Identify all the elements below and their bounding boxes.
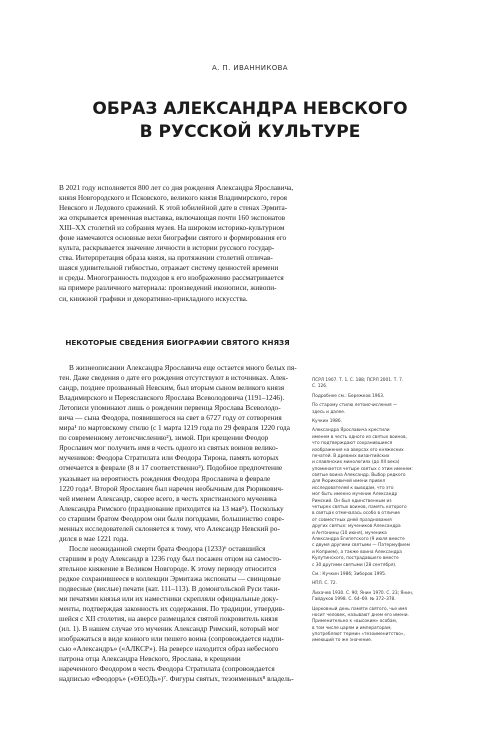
margin-notes xyxy=(312,378,472,648)
footnote-line: от совместных дней празднования xyxy=(312,517,392,523)
body-line: 1220 года⁴. Второй Ярославич был наречен необычным для Рюрикович- xyxy=(59,483,284,493)
body-line: вича — сына Феодора, появившегося на свет в 6727 году от сотворения xyxy=(59,413,282,423)
footnote-line: НПЛ. С. 72. xyxy=(312,581,337,587)
footnote-line: имеющий то же значение. xyxy=(312,638,373,644)
body-line: старшим в роду Александр в 1236 году был посажен отцом на самосто- xyxy=(59,553,282,563)
body-line: подвесные (вислые) печати (кат. 111–113). В домонгольской Руси таки- xyxy=(59,584,280,594)
section-heading: НЕКОТОРЫЕ СВЕДЕНИЯ БИОГРАФИИ СВЯТОГО КНЯЗЯ xyxy=(65,338,290,347)
body-line: мучеников: Феодора Стратилата или Феодора Тирона, память которых xyxy=(59,453,279,463)
footnote-line: и славянских минологиях (до XII века) xyxy=(312,460,400,466)
article-title xyxy=(0,98,500,144)
intro-line: жа открывается временная выставка, включающая почти 160 экспонатов xyxy=(59,213,286,223)
footnote-line: четырех святых воинов, память которого xyxy=(312,505,407,511)
body-line: сандр, позднее прозванный Невским, был вторым сыном великого князя xyxy=(59,383,285,393)
footnote-line: в том числе царям и императорам, xyxy=(312,625,392,631)
footnote-line: упоминается четыре святых с этим именем: xyxy=(312,466,413,472)
body-line: менты, подтверждая законность их содержания. По традиции, утвердив- xyxy=(59,604,285,614)
intro-line: на примере различного материала: произведений иконописи, живопи- xyxy=(59,283,277,293)
footnote-line: Применительно к «высоким» особам, xyxy=(312,619,398,625)
footnote xyxy=(312,591,472,604)
body-line: (ил. 1). В нашем случае это мученик Александр Римский, который мог xyxy=(59,624,280,634)
body-line: сью «Александръ» («АЛКСР»). На реверсе находится образ небесного xyxy=(59,644,279,654)
body-line: по современному летоисчислению²), зимой. При крещении Феодор xyxy=(59,433,269,443)
author-name: А. П. ИВАННИКОВА xyxy=(211,64,288,72)
footnote-line: святые воина Александр. Выбор редкого xyxy=(312,473,406,479)
intro-line: культа, раскрывается значение личности в истории русского государ- xyxy=(59,243,275,253)
footnote-line: Подробнее см.: Бережков 1963. xyxy=(312,393,385,399)
intro-line: XIII–XX столетий из собрания музея. На широком историко-культурном xyxy=(59,223,285,233)
footnote xyxy=(312,607,472,645)
intro-line: шаяся удивительной гибкостью, отражает систему ценностей времени xyxy=(59,263,279,273)
footnote xyxy=(312,428,472,569)
footnote-line: Кулутинского, пострадавшего вместе xyxy=(312,556,399,562)
intro-line: и среды. Многогранность подходов к его изображению рассматривается xyxy=(59,273,284,283)
intro-line: ства. Интерпретация образа князя, на протяжении столетий отличав- xyxy=(59,253,273,263)
body-line: ми печатями князья или их наместники скрепляли официальные доку- xyxy=(59,594,279,604)
intro-line: Невского и Ледового сражений. К этой юбилейной дате в стенах Эрмита- xyxy=(59,203,288,213)
footnote-line: Гайдуков 1998. С. 64–69. № 372–378. xyxy=(312,597,396,603)
intro-line: си, книжной графики и декоративно-прикладного искусства. xyxy=(59,293,248,303)
footnote-line: С. 126. xyxy=(312,384,328,390)
body-line: патрона отца Александра Невского, Ярослава, в крещении xyxy=(59,654,241,664)
footnote-line: Александра Ярославича крестили xyxy=(312,428,390,434)
footnote-line: Александра Египетского (9 июля вместе xyxy=(312,536,405,542)
body-line: нареченного Феодором в честь Феодора Стратилата (сопровождается xyxy=(59,664,275,674)
body-line: ятельное княжение в Великом Новгороде. К этому периоду относится xyxy=(59,563,277,573)
title-line: ОБРАЗ АЛЕКСАНДРА НЕВСКОГО xyxy=(92,99,408,119)
footnote-line: ПСРЛ 1907. Т. 1. С. 188; ПСРЛ 2001. Т. 7. xyxy=(312,378,404,383)
intro-line: князя Новгородского и Псковского, великого князя Владимирского, героя xyxy=(59,193,287,203)
footnote xyxy=(312,378,472,391)
body-line: Ярославич мог получить имя в честь одного из святых воинов велико- xyxy=(59,443,279,453)
footnote-line: и Коприем), а также воина Александра xyxy=(312,549,402,555)
footnote-line: исследователей к выводам, что это xyxy=(312,485,394,491)
body-line: Летописи упоминают лишь о рождении первенца Ярослава Всеволодо- xyxy=(59,403,281,413)
body-line: со старшим братом Феодором они были погодками, большинство совре- xyxy=(59,513,285,523)
footnote xyxy=(312,403,472,416)
footnote-line: именем в честь одного из святых воинов, xyxy=(312,434,407,440)
footnote-line: Римский. Он был единственным из xyxy=(312,498,392,504)
footnote-line: Церковный день памяти святого, чье имя xyxy=(312,606,408,612)
body-line: После неожиданной смерти брата Феодора (1233)⁶ оставшийся xyxy=(69,543,266,553)
intro-line: В 2021 году исполняется 800 лет со дня рождения Александра Ярославича, xyxy=(59,183,294,192)
footnote-line: что подтверждают сохранившиеся xyxy=(312,441,393,447)
footnote-line: с 30 другими святыми (28 сентября). xyxy=(312,562,397,568)
footnote-line: См.: Кучкин 1986; Зиборов 1995. xyxy=(312,571,387,577)
title-line: В РУССКОЙ КУЛЬТУРЕ xyxy=(139,122,361,142)
body-text xyxy=(59,363,304,685)
body-line: менных исследователей склоняется к тому, что Александр Невский ро- xyxy=(59,523,280,533)
footnote-line: и Антонины (10 июня), мученика xyxy=(312,530,387,536)
footnote-line: носит человек, называют днем его имени. xyxy=(312,612,409,618)
footnote-line: употребляют термин «тезоименитство», xyxy=(312,632,405,638)
body-line: чей именем Александр, скорее всего, в честь христианского мученика xyxy=(59,493,277,503)
footnote-line: с двумя другими святыми — Патермуфием xyxy=(312,543,410,549)
footnote-line: для Рюриковичей имени привел xyxy=(312,479,386,485)
footnote-line: изображения на аверсах его княжеских xyxy=(312,447,404,453)
footnote-line: Кучкин 1986. xyxy=(312,418,342,424)
body-line: Владимирского и Переяславского Ярослава Всеволодовича (1191–1246). xyxy=(59,393,285,403)
body-line: шейся с XII столетия, на аверсе размещался святой покровитель князя xyxy=(59,614,278,624)
footnote-line: Лихачев 1930. С. 90; Янин 1970. С. 23; Янин, xyxy=(312,590,414,596)
body-line: дился в мае 1221 года. xyxy=(59,533,129,543)
body-line: тен. Даже сведения о дате его рождения отсутствуют в источниках. Алек- xyxy=(59,373,289,383)
body-line: В жизнеописании Александра Ярославича еще остается много белых пя- xyxy=(69,363,297,372)
body-line: мира¹ по мартовскому стилю (с 1 марта 1219 года по 29 февраля 1220 года xyxy=(59,423,290,433)
footnote-line: По старому стилю летоисчисления — xyxy=(312,403,398,409)
body-line: отмечается в феврале (8 и 17 соответственно³). Подобное предпочтение xyxy=(59,463,283,473)
body-line: редкое сохранившееся в коллекции Эрмитажа экспонаты — свинцовые xyxy=(59,573,281,583)
body-line: Александра Римского (празднование приходится на 13 мая⁵). Поскольку xyxy=(59,503,284,513)
footnote-line: в святцах отмечалась особо в отличие xyxy=(312,511,400,517)
body-line: изображаться в виде конного или пешего воина (сопровождается надпи- xyxy=(59,634,284,644)
body-line: указывает на вероятность рождения Феодора Ярославича в феврале xyxy=(59,473,271,483)
footnote-line: мог быть именно мученик Александр xyxy=(312,492,398,498)
footnote-line: других святых: мучеников Александра xyxy=(312,524,401,530)
footnote-line: печатей. В древних византийских xyxy=(312,453,390,459)
footnote-line: здесь и далее. xyxy=(312,409,346,415)
intro-paragraph xyxy=(59,183,319,304)
intro-line: фоне намечаются основные вехи биографии святого и формирования его xyxy=(59,233,287,243)
body-line: надписью «Феодоръ» («ӨЕОДъ»)⁷. Фигуры святых, тезоименных⁸ владель- xyxy=(59,674,294,684)
